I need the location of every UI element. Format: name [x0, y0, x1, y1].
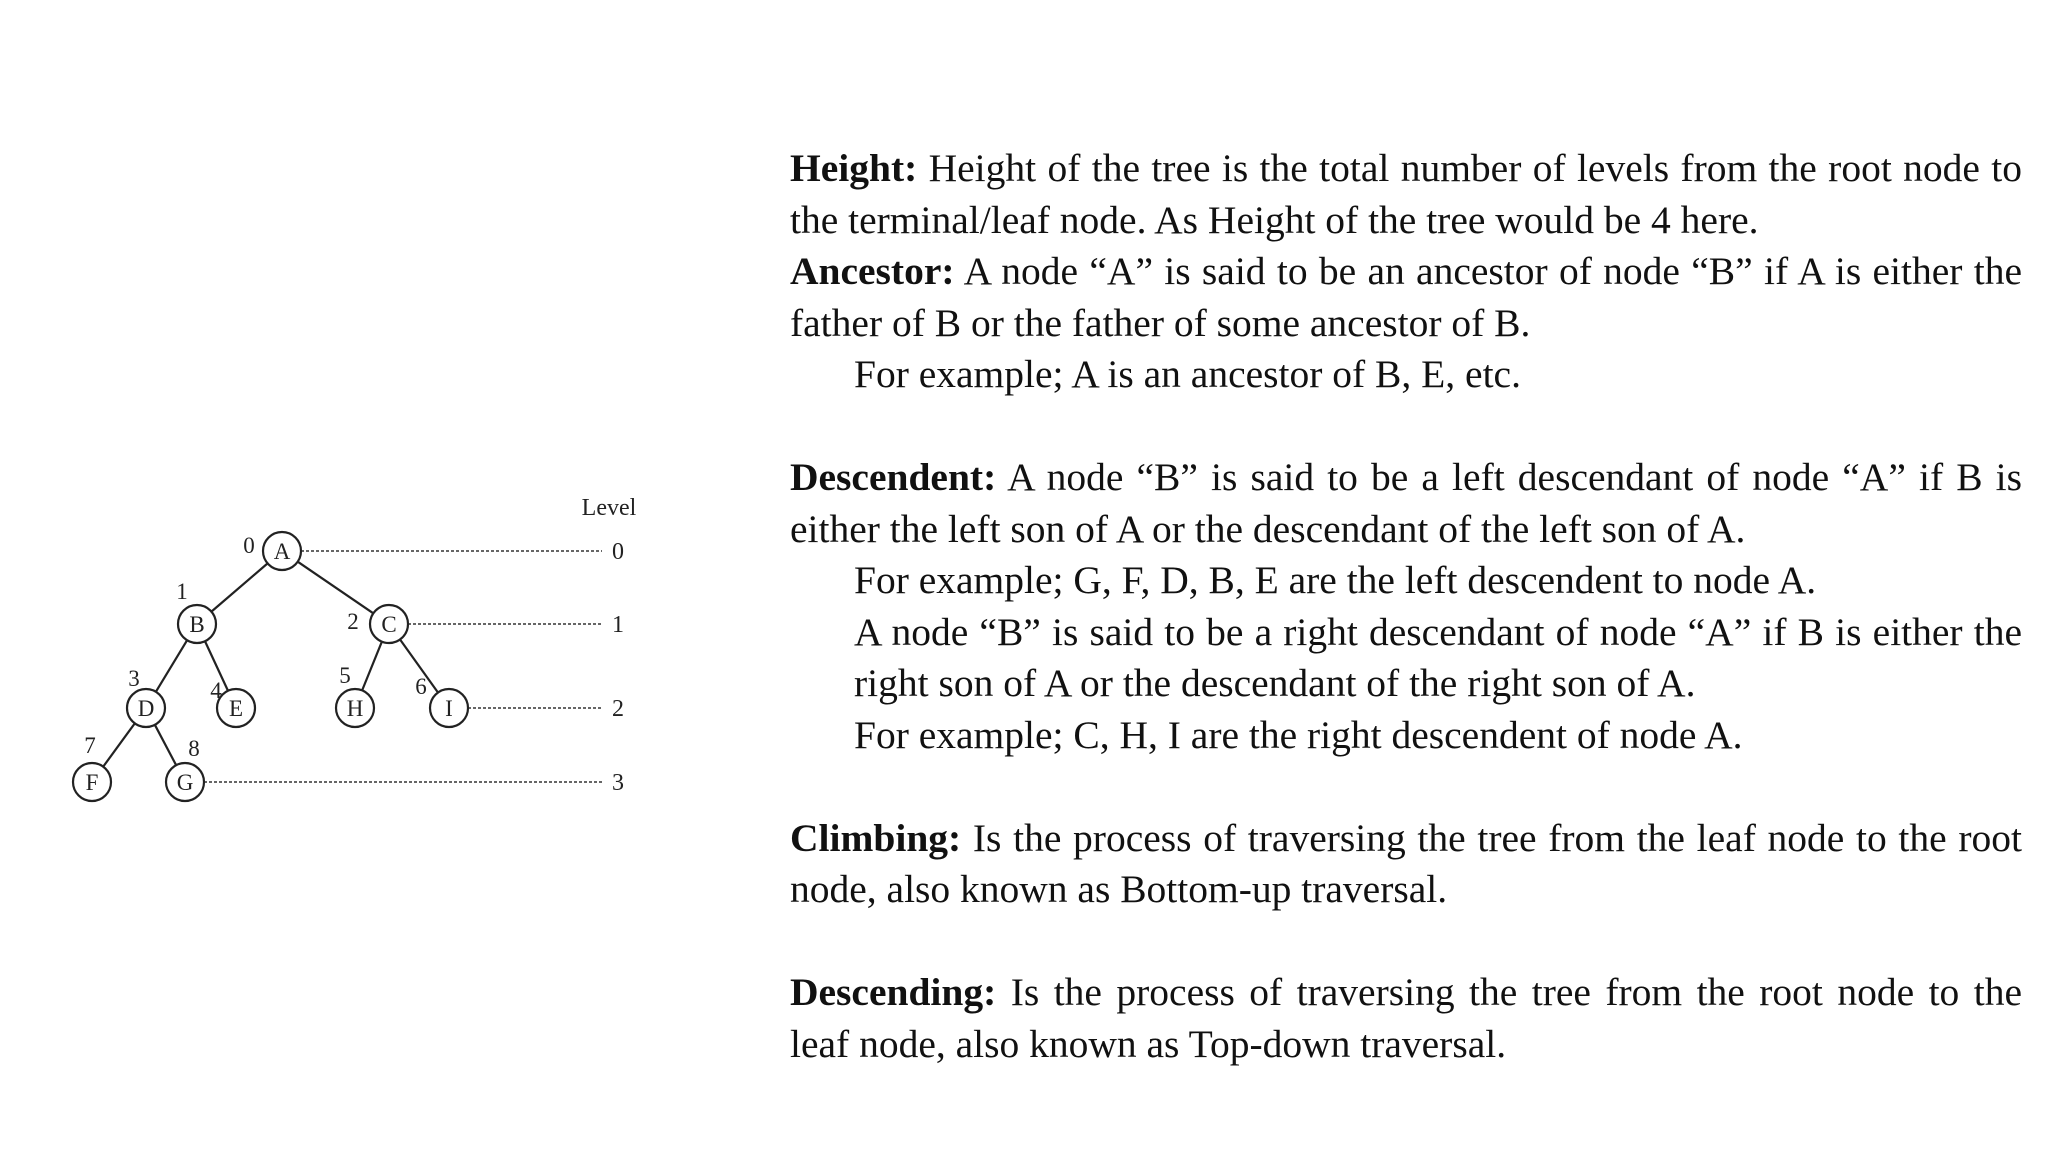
node-index-a: 0 [243, 533, 255, 558]
node-index-e: 4 [210, 678, 222, 703]
level-heading: Level [581, 495, 637, 521]
descending-text: Is the process of traversing the tree from the root node to the leaf node, also known as Top-down traversal. [790, 970, 2022, 1066]
node-label-b: B [189, 612, 205, 637]
definitions-panel [790, 143, 2022, 1070]
ancestor-example: For example; A is an ancestor of B, E, etc. [854, 352, 1521, 396]
height-term: Height: [790, 146, 918, 190]
node-index-c: 2 [347, 609, 359, 634]
ancestor-term: Ancestor: [790, 249, 955, 293]
binary-tree-diagram [0, 0, 760, 1152]
ancestor-definition [790, 246, 2022, 349]
node-index-b: 1 [176, 579, 188, 604]
tree-edge-d-f [103, 723, 135, 766]
climbing-term: Climbing: [790, 815, 962, 860]
node-index-i: 6 [415, 674, 427, 699]
right-descendent-example: For example; C, H, I are the right descendent of node A. [854, 712, 1743, 757]
node-label-f: F [85, 770, 99, 795]
climbing-definition [790, 813, 2022, 916]
node-label-e: E [228, 696, 244, 721]
level-number-3: 3 [612, 770, 624, 796]
node-label-a: A [273, 539, 291, 564]
height-text: Height of the tree is the total number of levels from the root node to the terminal/leaf node. As Height of the tree would be 4 here. [790, 146, 2022, 242]
node-label-i: I [445, 696, 453, 721]
descending-term: Descending: [790, 970, 997, 1014]
node-index-g: 8 [188, 736, 200, 761]
descendent-text: A node “B” is said to be a left descendant of node “A” if B is either the left son of A or the descendant of the left son of A. [790, 455, 2022, 551]
node-label-d: D [137, 696, 155, 721]
tree-edge-c-h [362, 642, 382, 691]
node-label-g: G [176, 770, 194, 795]
descendent-term: Descendent: [790, 455, 997, 499]
level-number-0: 0 [612, 539, 624, 565]
right-descendant-definition: A node “B” is said to be a right descendant of node “A” if B is either the right son of A or the descendant of the right son of A. [854, 609, 2022, 705]
climbing-text: Is the process of traversing the tree from the leaf node to the root node, also known as Bottom-up traversal. [790, 815, 2022, 911]
node-label-c: C [381, 612, 397, 637]
height-definition [790, 143, 2022, 246]
tree-edge-d-g [155, 725, 176, 765]
tree-edge-a-c [298, 562, 374, 614]
node-label-h: H [346, 696, 364, 721]
descending-definition [790, 967, 2022, 1070]
descendent-definition [790, 452, 2022, 555]
node-index-f: 7 [84, 733, 96, 758]
ancestor-text: A node “A” is said to be an ancestor of node “B” if A is either the father of B or the father of some ancestor of B. [790, 249, 2022, 345]
tree-edge-a-b [211, 563, 267, 611]
tree-edge-b-d [156, 640, 187, 692]
level-number-2: 2 [612, 696, 624, 722]
node-index-d: 3 [128, 666, 140, 691]
node-index-h: 5 [339, 663, 351, 688]
level-number-1: 1 [612, 612, 624, 638]
left-descendent-example: For example; G, F, D, B, E are the left descendent to node A. [854, 558, 1817, 602]
